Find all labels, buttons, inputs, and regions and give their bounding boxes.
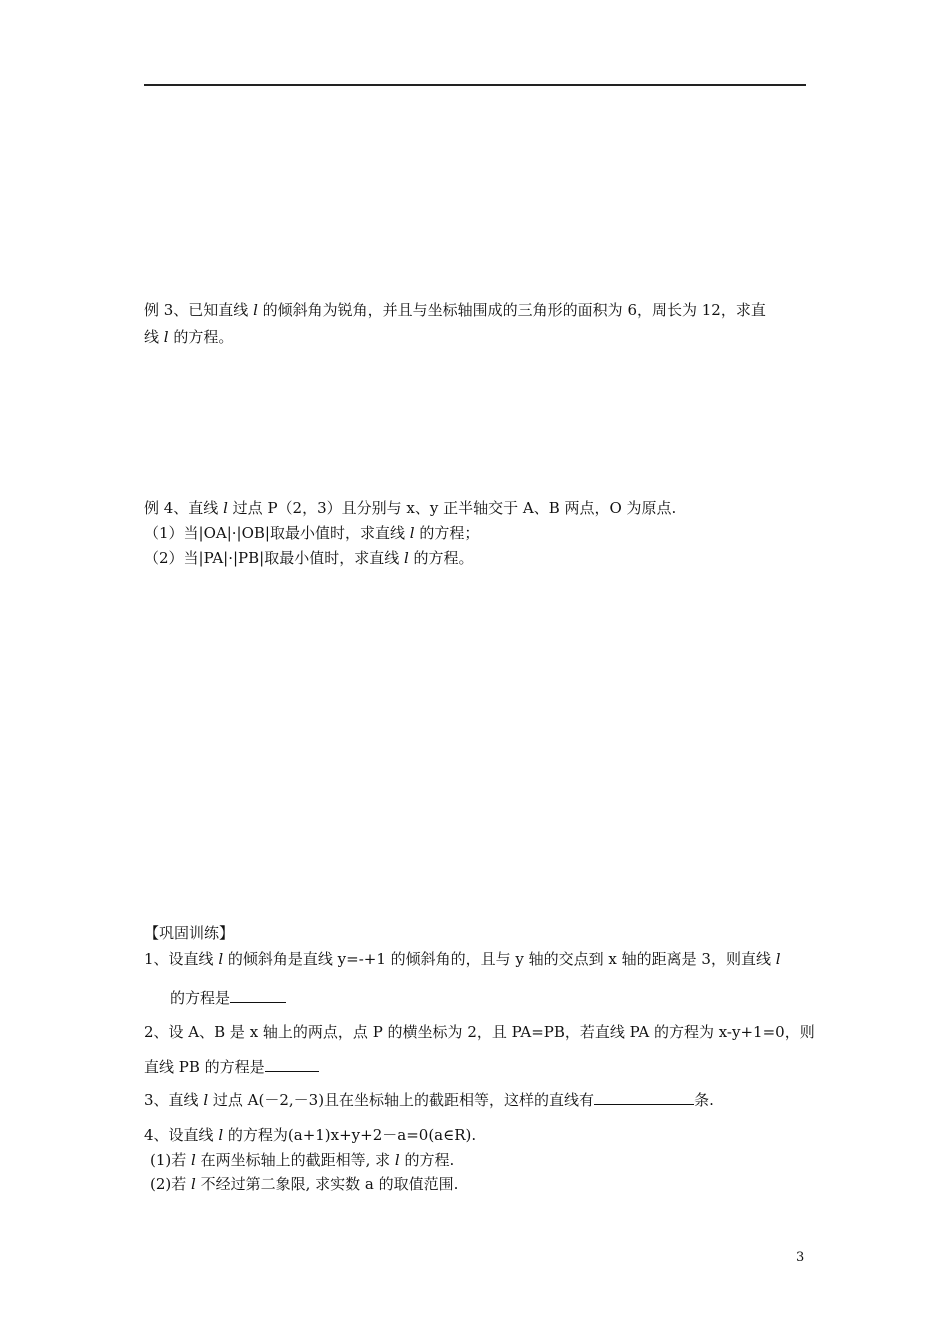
example3-line1 — [144, 300, 808, 320]
example4-line1 — [144, 498, 808, 518]
text: 例 3、已知直线 — [144, 301, 254, 319]
text: （1）当|OA|·|OB|取最小值时，求直线 — [144, 524, 410, 542]
text: 不经过第二象限, 求实数 a 的取值范围. — [195, 1175, 459, 1193]
variable-l: l — [203, 1091, 209, 1109]
variable-l: l — [409, 524, 415, 542]
answer-blank[interactable] — [594, 1090, 694, 1105]
text: 的方程. — [399, 1151, 455, 1169]
q1-line2 — [170, 988, 834, 1008]
variable-l: l — [223, 499, 228, 517]
text: 的倾斜角为锐角，并且与坐标轴围成的三角形的面积为 6，周长为 12，求直 — [257, 301, 766, 319]
q2-line2 — [144, 1057, 808, 1077]
text: 3、直线 — [144, 1091, 204, 1109]
text: 过点 A(－2,－3)且在坐标轴上的截距相等，这样的直线有 — [208, 1091, 595, 1109]
variable-l: l — [394, 1151, 400, 1169]
text: 1、设直线 — [144, 950, 219, 968]
text: 的方程。 — [408, 549, 474, 567]
q1-line1 — [144, 949, 808, 969]
header-rule — [144, 84, 806, 86]
variable-l: l — [163, 328, 169, 346]
text: 过点 P（2，3）且分别与 x、y 正半轴交于 A、B 两点，O 为原点. — [227, 499, 677, 517]
variable-l: l — [775, 950, 781, 968]
q4-part2 — [150, 1174, 814, 1194]
text: （2）当|PA|·|PB|取最小值时，求直线 — [144, 549, 404, 567]
variable-l: l — [191, 1151, 196, 1169]
variable-l: l — [253, 301, 258, 319]
q4-part1 — [150, 1150, 814, 1170]
text: 的方程为(a+1)x+y+2－a=0(a∈R). — [223, 1126, 477, 1144]
text: 的倾斜角是直线 y=-+1 的倾斜角的，且与 y 轴的交点到 x 轴的距离是 3，则直线 — [223, 950, 776, 968]
text: 例 4、直线 — [144, 499, 224, 517]
text: 的方程。 — [168, 328, 234, 346]
text: 的方程是 — [170, 989, 231, 1007]
page-number: 3 — [796, 1250, 805, 1265]
q2-line1: 2、设 A、B 是 x 轴上的两点，点 P 的横坐标为 2，且 PA=PB，若直线 PA 的方程为 x-y+1=0，则 — [144, 1023, 815, 1041]
text: (1)若 — [150, 1151, 192, 1169]
variable-l: l — [191, 1175, 196, 1193]
text: (2)若 — [150, 1175, 192, 1193]
answer-blank[interactable] — [230, 988, 286, 1003]
text: 的方程； — [414, 524, 480, 542]
variable-l: l — [218, 1126, 224, 1144]
text: 在两坐标轴上的截距相等, 求 — [195, 1151, 395, 1169]
q3-line — [144, 1090, 808, 1110]
practice-heading: 【巩固训练】 — [144, 924, 235, 942]
q4-line — [144, 1125, 808, 1145]
text: 4、设直线 — [144, 1126, 219, 1144]
text: 线 — [144, 328, 164, 346]
example4-part2 — [144, 548, 808, 568]
answer-blank[interactable] — [265, 1057, 319, 1072]
text: 直线 PB 的方程是 — [144, 1058, 265, 1076]
example3-line2 — [144, 327, 808, 347]
variable-l: l — [218, 950, 224, 968]
variable-l: l — [403, 549, 409, 567]
text: 条. — [694, 1091, 714, 1109]
example4-part1 — [144, 523, 808, 543]
